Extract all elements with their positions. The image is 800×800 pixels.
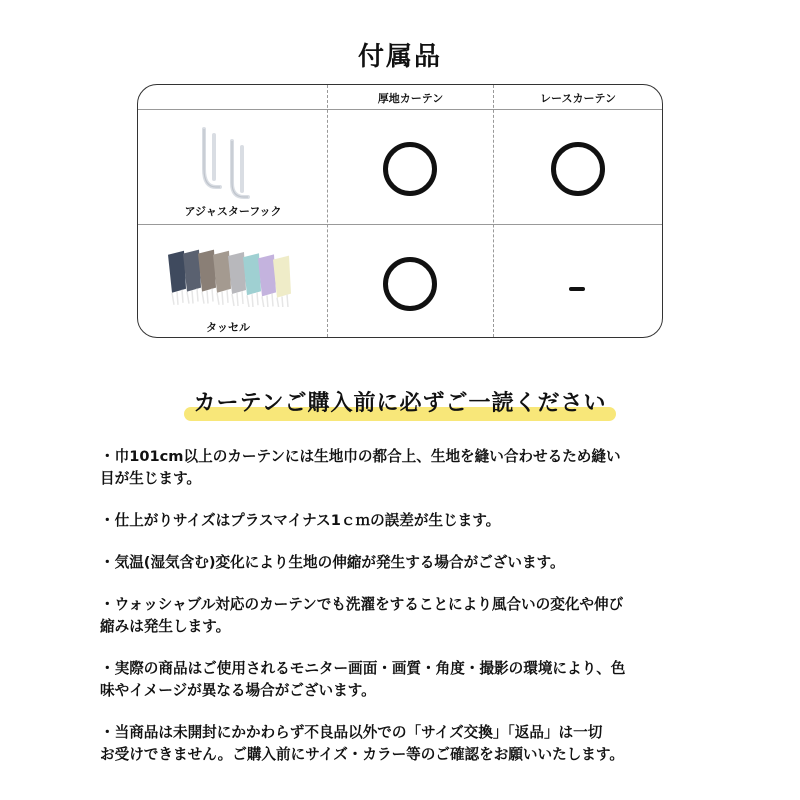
not-included-mark: [569, 287, 585, 291]
column-divider: [493, 85, 494, 337]
row-label-hook: アジャスターフック: [184, 205, 282, 218]
notice-line: ・仕上がりサイズはプラスマイナス1ｃｍの誤差が生じます。: [100, 512, 501, 529]
notice-line: 縮みは発生します。: [100, 618, 231, 635]
notice-line: ・実際の商品はご使用されるモニター画面・画質・角度・撮影の環境により、色: [100, 660, 626, 677]
accessories-table: [137, 84, 663, 338]
notice-item: [100, 658, 712, 702]
header-divider: [138, 109, 662, 110]
tassel-band: [168, 251, 186, 293]
notice-item: [100, 594, 712, 638]
notice-title-text: カーテンご購入前に必ずご一読ください: [193, 391, 607, 416]
tassel-image: [164, 241, 300, 307]
row-divider: [138, 224, 662, 225]
included-mark: [383, 142, 437, 196]
included-mark: [551, 142, 605, 196]
notice-title: [188, 386, 613, 417]
notice-line: 目が生じます。: [100, 470, 201, 487]
notice-item: [100, 722, 712, 766]
notice-line: 味やイメージが異なる場合がございます。: [100, 682, 376, 699]
page-title: 付属品: [357, 42, 442, 72]
notice-item: [100, 446, 712, 490]
notice-list: [100, 446, 712, 786]
notice-line: ・気温(湿気含む)変化により生地の伸縮が発生する場合がございます。: [100, 554, 565, 571]
notice-line: ・ウォッシャブル対応のカーテンでも洗濯をすることにより風合いの変化や伸び: [100, 596, 624, 613]
notice-item: [100, 552, 712, 574]
notice-heading: [0, 386, 800, 417]
notice-line: ・巾101cm以上のカーテンには生地巾の都合上、生地を縫い合わせるため縫い: [100, 448, 621, 465]
adjuster-hook-image: [190, 121, 270, 201]
included-mark: [383, 257, 437, 311]
row-label-tassel: タッセル: [206, 321, 250, 334]
col-header-thick: 厚地カーテン: [377, 92, 444, 105]
col-header-lace: レースカーテン: [540, 92, 616, 105]
notice-line: ・当商品は未開封にかかわらず不良品以外での「サイズ交換」「返品」は一切: [100, 724, 603, 741]
notice-item: [100, 510, 712, 532]
notice-line: お受けできません。ご購入前にサイズ・カラー等のご確認をお願いいたします。: [100, 746, 624, 763]
